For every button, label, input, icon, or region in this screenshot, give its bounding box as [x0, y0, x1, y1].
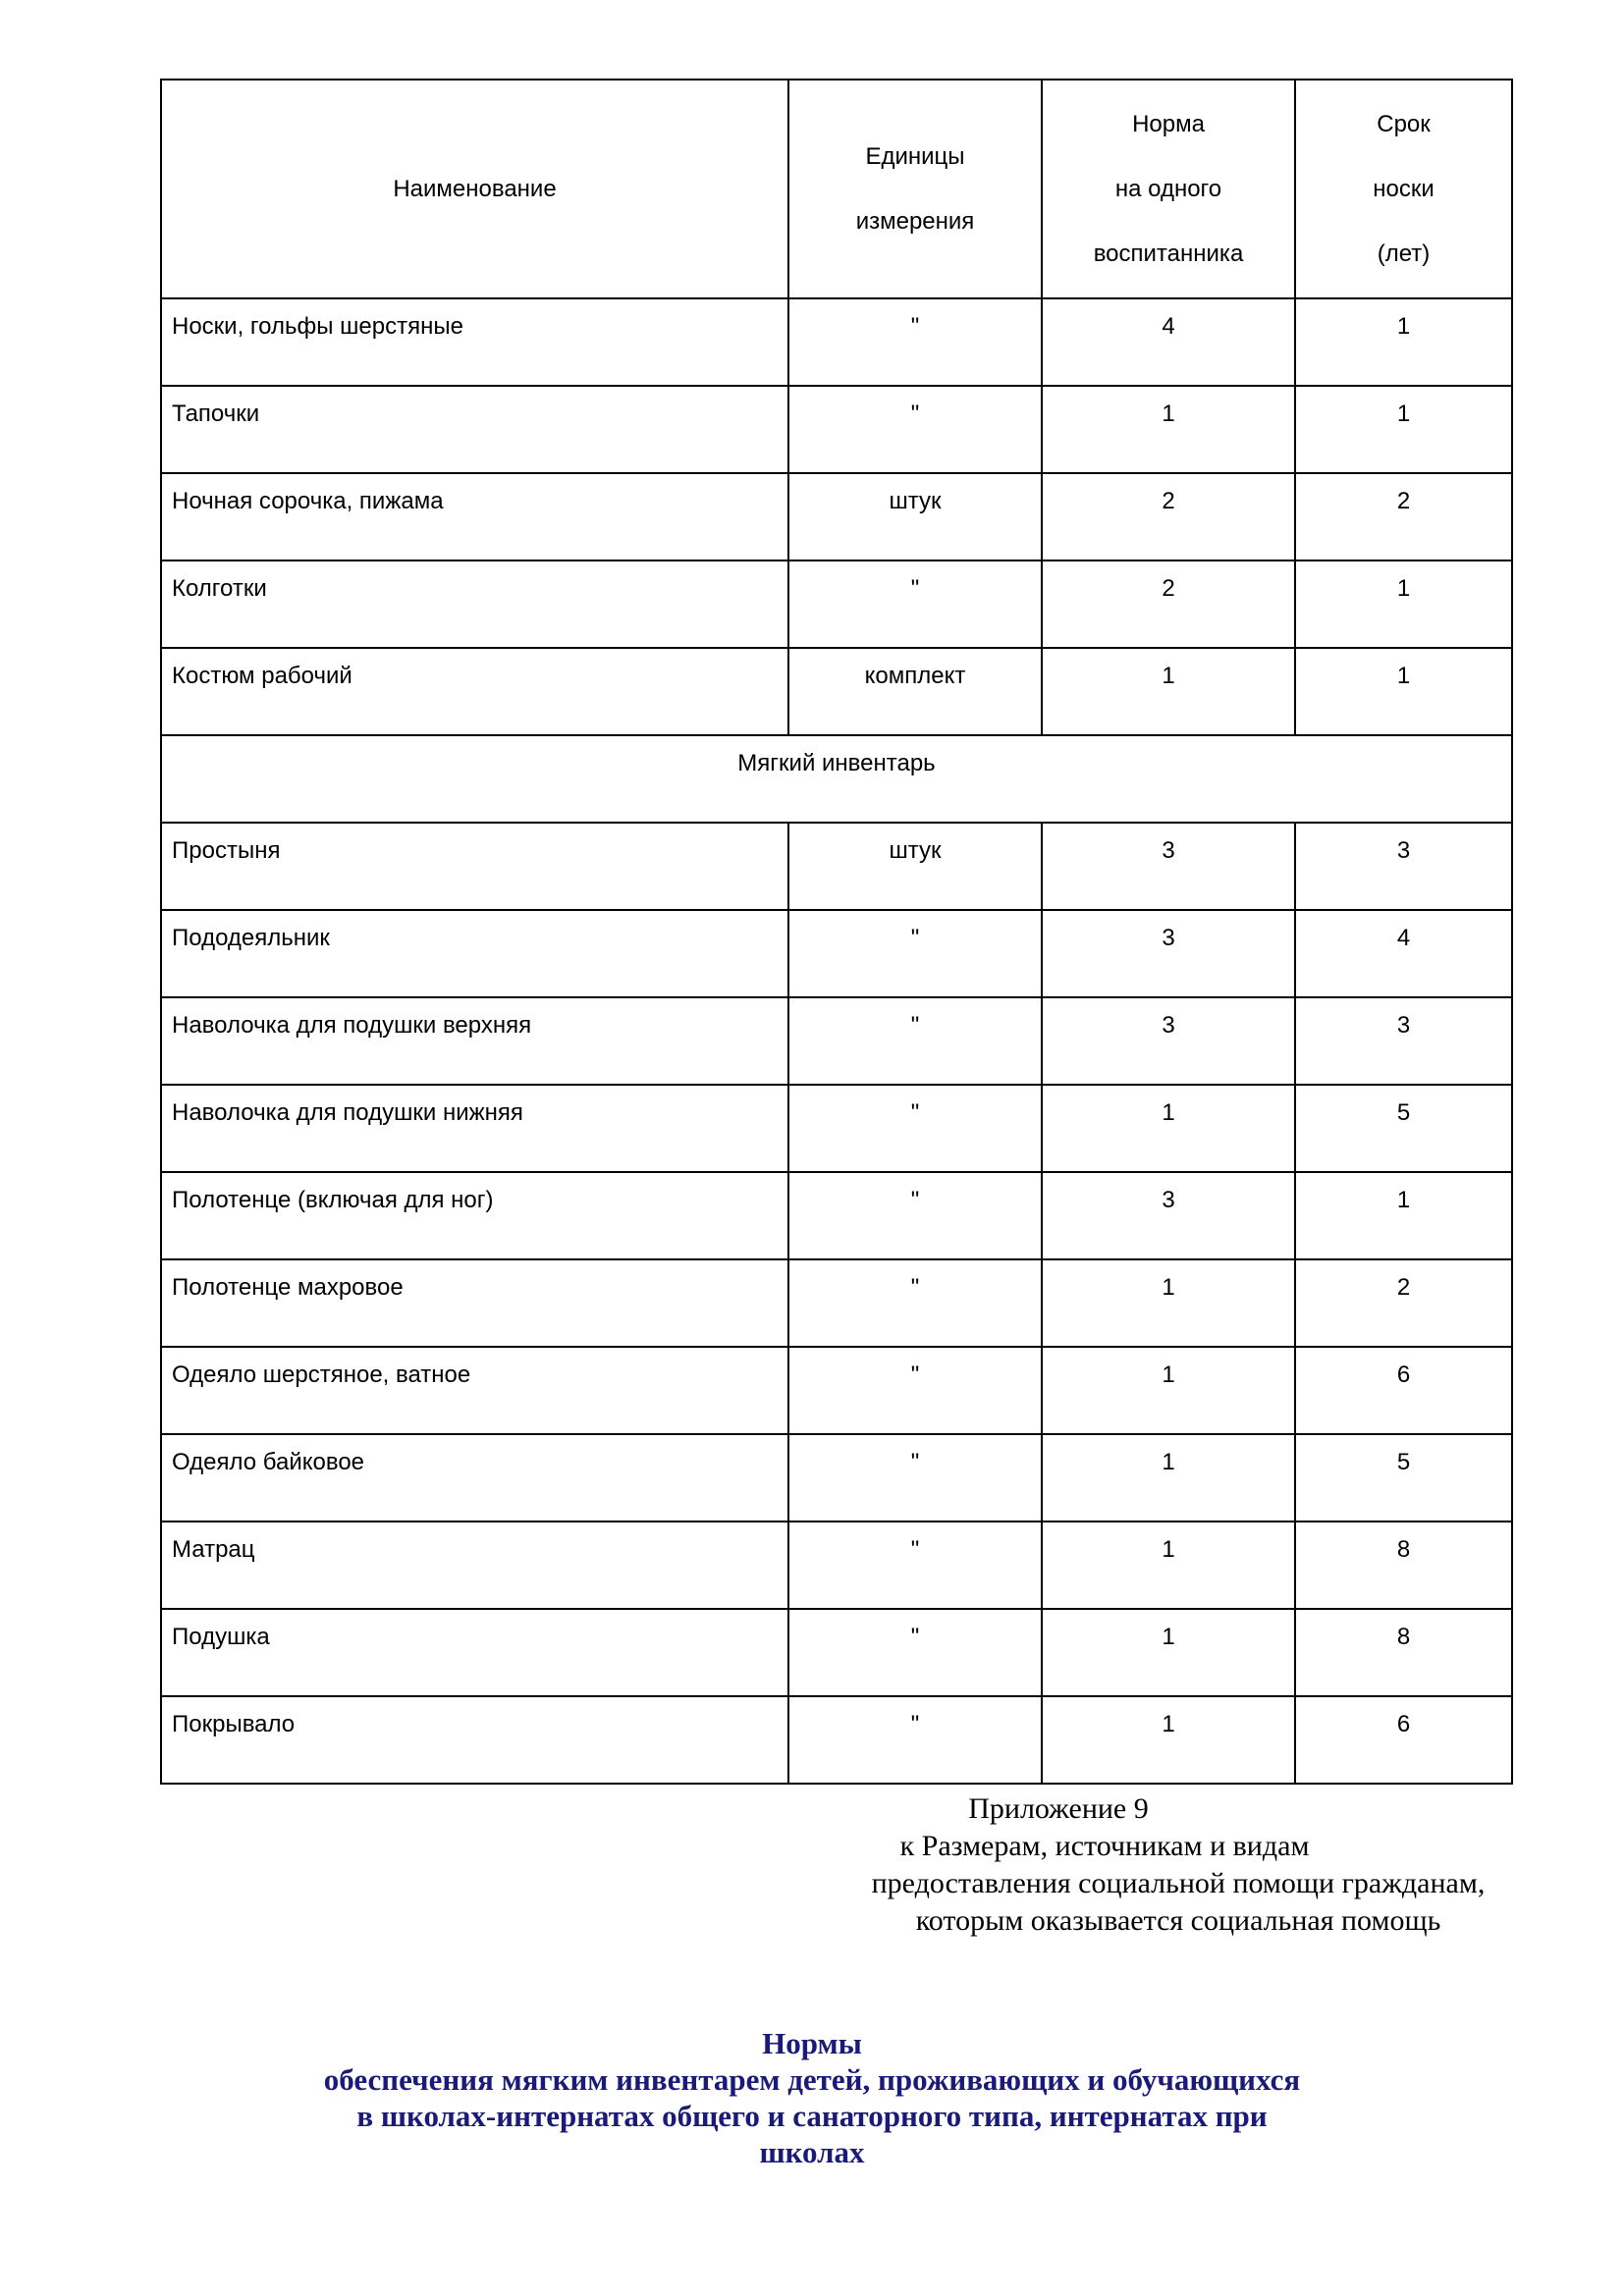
cell-norm: 1: [1042, 648, 1295, 735]
table-row: [161, 298, 1512, 386]
appendix-note: [776, 1790, 1581, 1940]
cell-term: 5: [1295, 1434, 1512, 1522]
cell-norm: 4: [1042, 298, 1295, 386]
cell-name: Полотенце махровое: [161, 1259, 788, 1347]
title-line: Нормы: [762, 2026, 862, 2060]
cell-name: Колготки: [161, 561, 788, 648]
cell-term: 1: [1295, 648, 1512, 735]
cell-name: Покрывало: [161, 1696, 788, 1784]
cell-term: 1: [1295, 561, 1512, 648]
header-term-line: носки: [1373, 175, 1435, 202]
cell-unit: комплект: [788, 648, 1042, 735]
cell-norm: 3: [1042, 1172, 1295, 1259]
appendix-line: Приложение 9: [968, 1792, 1149, 1825]
norms-table: [160, 79, 1513, 1785]
cell-name: Носки, гольфы шерстяные: [161, 298, 788, 386]
document-title: [196, 2025, 1428, 2170]
cell-norm: 1: [1042, 1085, 1295, 1172]
cell-term: 6: [1295, 1696, 1512, 1784]
cell-unit: ": [788, 910, 1042, 997]
cell-norm: 1: [1042, 1259, 1295, 1347]
cell-unit: ": [788, 1434, 1042, 1522]
table-body-top: [161, 298, 1512, 735]
cell-unit: штук: [788, 823, 1042, 910]
table-row: [161, 1085, 1512, 1172]
cell-term: 5: [1295, 1085, 1512, 1172]
cell-unit: ": [788, 386, 1042, 473]
cell-norm: 2: [1042, 561, 1295, 648]
header-norm: [1042, 80, 1295, 298]
header-unit-line: Единицы: [865, 142, 965, 170]
header-norm-line: воспитанника: [1093, 240, 1244, 267]
appendix-line: которым оказывается социальная помощь: [915, 1904, 1441, 1937]
table-row: [161, 1522, 1512, 1609]
cell-unit: ": [788, 298, 1042, 386]
table-header-row: [161, 80, 1512, 298]
table-row: [161, 1347, 1512, 1434]
cell-unit: ": [788, 1696, 1042, 1784]
cell-norm: 3: [1042, 823, 1295, 910]
cell-term: 3: [1295, 997, 1512, 1085]
cell-norm: 2: [1042, 473, 1295, 561]
cell-norm: 1: [1042, 1609, 1295, 1696]
table-body-bottom: [161, 823, 1512, 1784]
cell-unit: ": [788, 1085, 1042, 1172]
cell-name: Простыня: [161, 823, 788, 910]
cell-name: Одеяло байковое: [161, 1434, 788, 1522]
table-row: [161, 1259, 1512, 1347]
header-name-line: Наименование: [393, 175, 557, 202]
cell-term: 8: [1295, 1609, 1512, 1696]
table-row: [161, 386, 1512, 473]
cell-name: Подушка: [161, 1609, 788, 1696]
table-row: [161, 1696, 1512, 1784]
cell-term: 8: [1295, 1522, 1512, 1609]
cell-norm: 3: [1042, 997, 1295, 1085]
cell-unit: ": [788, 1522, 1042, 1609]
header-term-line: Срок: [1377, 110, 1431, 137]
appendix-line: предоставления социальной помощи гражданам,: [871, 1867, 1486, 1899]
header-norm-line: на одного: [1114, 175, 1222, 202]
cell-norm: 1: [1042, 1522, 1295, 1609]
table-row: [161, 648, 1512, 735]
cell-norm: 1: [1042, 1347, 1295, 1434]
title-line: школах: [759, 2135, 865, 2169]
cell-norm: 1: [1042, 1434, 1295, 1522]
cell-term: 3: [1295, 823, 1512, 910]
cell-name: Ночная сорочка, пижама: [161, 473, 788, 561]
table-section: [161, 735, 1512, 823]
table-row: [161, 1172, 1512, 1259]
cell-name: Одеяло шерстяное, ватное: [161, 1347, 788, 1434]
header-term-line: (лет): [1377, 240, 1431, 267]
title-line: в школах-интернатах общего и санаторного типа, интернатах при: [356, 2099, 1268, 2133]
cell-unit: ": [788, 1172, 1042, 1259]
cell-term: 1: [1295, 1172, 1512, 1259]
table-row: [161, 823, 1512, 910]
cell-name: Наволочка для подушки нижняя: [161, 1085, 788, 1172]
header-norm-line: Норма: [1132, 110, 1205, 137]
cell-unit: ": [788, 561, 1042, 648]
cell-unit: ": [788, 1259, 1042, 1347]
cell-name: Тапочки: [161, 386, 788, 473]
cell-unit: ": [788, 997, 1042, 1085]
table-row: [161, 910, 1512, 997]
cell-term: 1: [1295, 386, 1512, 473]
table-row: [161, 561, 1512, 648]
cell-norm: 3: [1042, 910, 1295, 997]
cell-name: Костюм рабочий: [161, 648, 788, 735]
cell-unit: ": [788, 1609, 1042, 1696]
header-name: [161, 80, 788, 298]
header-term: [1295, 80, 1512, 298]
section-row: [161, 735, 1512, 823]
table-row: [161, 1434, 1512, 1522]
cell-norm: 1: [1042, 1696, 1295, 1784]
table-row: [161, 473, 1512, 561]
cell-name: Полотенце (включая для ног): [161, 1172, 788, 1259]
cell-norm: 1: [1042, 386, 1295, 473]
cell-term: 1: [1295, 298, 1512, 386]
section-title: Мягкий инвентарь: [161, 735, 1512, 823]
appendix-line: к Размерам, источникам и видам: [899, 1830, 1310, 1862]
cell-unit: ": [788, 1347, 1042, 1434]
header-unit-line: измерения: [855, 207, 975, 235]
header-unit: [788, 80, 1042, 298]
cell-term: 6: [1295, 1347, 1512, 1434]
table-row: [161, 997, 1512, 1085]
cell-name: Наволочка для подушки верхняя: [161, 997, 788, 1085]
cell-unit: штук: [788, 473, 1042, 561]
table-row: [161, 1609, 1512, 1696]
cell-name: Пододеяльник: [161, 910, 788, 997]
cell-term: 2: [1295, 473, 1512, 561]
title-line: обеспечения мягким инвентарем детей, проживающих и обучающихся: [323, 2062, 1301, 2097]
cell-term: 2: [1295, 1259, 1512, 1347]
cell-name: Матрац: [161, 1522, 788, 1609]
cell-term: 4: [1295, 910, 1512, 997]
